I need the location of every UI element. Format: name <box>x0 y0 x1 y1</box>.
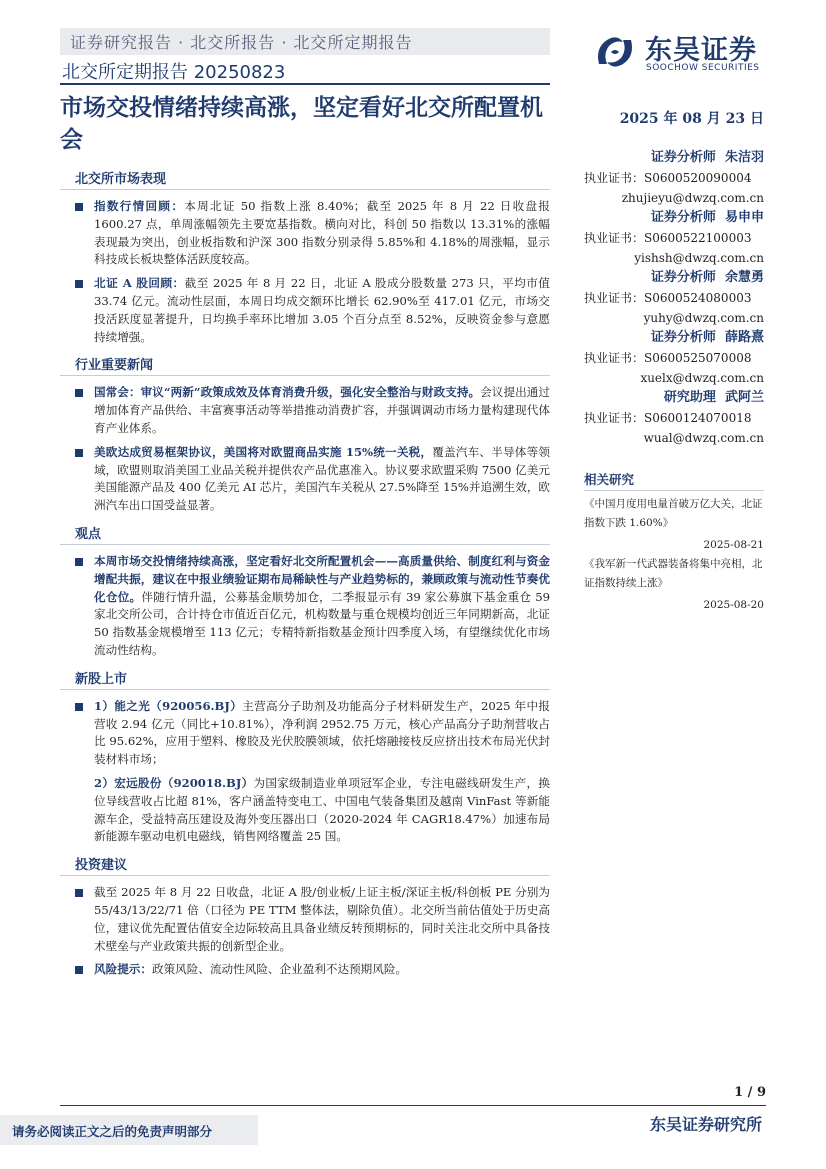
logo-mark-icon <box>593 30 637 74</box>
paragraph-text: 截至 2025 年 8 月 22 日，北证 A 股成分股数量 273 只，平均市值 33.74 亿元。流动性层面，本周日均成交额环比增长 62.90%至 417.01 亿元，市场交投活跃度显著提升，日均换手率环比增加 3.05 个百分点至 8.52%，反映资金参与意愿持续增强。 <box>94 276 550 344</box>
paragraph-label: 北证 A 股回顾： <box>94 276 185 291</box>
report-category-banner: 证券研究报告 · 北交所报告 · 北交所定期报告 <box>60 28 550 55</box>
paragraph-ipo-2 <box>60 775 550 846</box>
bullet-square-icon <box>75 889 83 897</box>
paragraph-view <box>60 553 550 660</box>
related-item-title[interactable]: 《中国月度用电量首破万亿大关，北证指数下跌 1.60%》 <box>584 498 763 529</box>
page-title: 市场交投情绪持续高涨，坚定看好北交所配置机会 <box>60 95 543 153</box>
related-item-date: 2025-08-20 <box>703 599 764 611</box>
paragraph-label: 指数行情回顾： <box>94 199 185 213</box>
bullet-square-icon <box>75 966 83 974</box>
analyst-cert: 执业证书：S0600524080003 <box>584 291 752 305</box>
related-item-date: 2025-08-21 <box>703 539 764 551</box>
analyst-cert: 执业证书：S0600520090004 <box>584 171 752 185</box>
section-heading-market: 北交所市场表现 <box>60 168 550 190</box>
company-logo <box>593 28 773 76</box>
bullet-square-icon <box>75 558 83 566</box>
disclaimer-notice: 请务必阅读正文之后的免责声明部分 <box>0 1115 258 1145</box>
bullet-square-icon <box>75 449 83 457</box>
logo-text-en: SOOCHOW SECURITIES <box>646 63 760 73</box>
analyst-role: 研究助理 武阿兰 <box>663 390 764 405</box>
paragraph-label: 2）宏远股份（920018.BJ） <box>94 775 254 790</box>
paragraph-state-council <box>60 384 550 437</box>
related-item-title[interactable]: 《我军新一代武器装备将集中亮相，北证指数持续上涨》 <box>584 558 763 589</box>
analyst-email[interactable]: yuhy@dwzq.com.cn <box>643 311 764 325</box>
bullet-square-icon <box>75 703 83 711</box>
bullet-square-icon <box>75 280 83 288</box>
analyst-role: 证券分析师 余慧勇 <box>650 270 764 285</box>
paragraph-text: 本周北证 50 指数上涨 8.40%；截至 2025 年 8 月 22 日收盘报 1600.27 点，单周涨幅领先主要宽基指数。横向对比，科创 50 指数以 13.31%的涨幅表现最为突出，创业板指数和沪深 300 指数分别录得 5.85%和 4.18%的周涨幅，显示科技成长板块整体活跃度较高。 <box>94 199 550 267</box>
analyst-card <box>584 208 764 268</box>
analyst-role: 证券分析师 易申申 <box>650 210 764 225</box>
paragraph-label: 风险提示： <box>94 962 152 977</box>
report-date: 2025 年 08 月 23 日 <box>619 111 764 127</box>
paragraph-text: 为国家级制造业单项冠军企业，专注电磁线研发生产，换位导线营收占比超 81%，客户涵盖特变电工、中国电气装备集团及越南 VinFast 等新能源车企，受益特高压建设及海外变压器出口（2020-2024 年 CAGR18.47%）加速布局新能源车驱动电机电磁线，销售网络覆盖 25 国。 <box>94 775 550 844</box>
bullet-square-icon <box>75 389 83 397</box>
logo-text-cn: 东吴证券 <box>645 35 757 66</box>
paragraph-text: 覆盖汽车、半导体等领域，欧盟则取消美国工业品关税并提供农产品优惠准入。协议要求欧盟采购 7500 亿美元美国能源产品及 400 亿美元 AI 芯片，美国汽车关税从 27.5%降至 15%并追溯生效，欧洲汽车出口国受益显著。 <box>94 444 551 513</box>
analyst-cert: 执业证书：S0600522100003 <box>584 231 752 245</box>
paragraph-ipo-1 <box>60 698 550 769</box>
section-heading-news: 行业重要新闻 <box>60 354 550 376</box>
section-heading-advice: 投资建议 <box>60 854 550 876</box>
analyst-card <box>584 328 764 388</box>
paragraph-trade-agreement <box>60 444 550 515</box>
paragraph-a-share-review <box>60 275 550 346</box>
analyst-role: 证券分析师 薛路熹 <box>650 330 764 345</box>
paragraph-label: 国常会：审议“两新”政策成效及体育消费升级，强化安全整治与财政支持。 <box>94 385 481 400</box>
section-heading-ipo: 新股上市 <box>60 668 550 690</box>
paragraph-risk <box>60 961 550 979</box>
analyst-card <box>584 148 764 208</box>
section-heading-view: 观点 <box>60 523 550 545</box>
report-id: 北交所定期报告 20250823 <box>60 58 550 85</box>
related-heading: 相关研究 <box>584 470 764 491</box>
analyst-cert: 执业证书：S0600124070018 <box>584 411 752 425</box>
analyst-email[interactable]: wual@dwzq.com.cn <box>643 431 764 445</box>
paragraph-text: 伴随行情升温，公募基金顺势加仓，二季报显示有 39 家公募旗下基金重仓 59 家北交所公司，合计持仓市值近百亿元，机构数量与重仓规模均创近三年同期新高，北证 50 指数基金规模增至 113 亿元；专精特新指数基金预计四季度入场，有望继续优化市场流动性结构。 <box>94 589 550 657</box>
analyst-email[interactable]: xuelx@dwzq.com.cn <box>640 371 764 385</box>
analyst-role: 证券分析师 朱洁羽 <box>650 150 764 165</box>
analyst-card <box>584 268 764 328</box>
paragraph-text: 截至 2025 年 8 月 22 日收盘，北证 A 股/创业板/上证主板/深证主板/科创板 PE 分别为 55/43/13/22/71 倍（口径为 PE TTM 整体法，剔除负值）。北交所当前估值处于历史高位，建议优先配置估值安全边际较高且具备业绩反转预期标的，同时关注北交所中具备技术壁垒与产业政策共振的创新型企业。 <box>94 885 550 953</box>
paragraph-index-review <box>60 198 550 269</box>
summary-column <box>60 168 550 985</box>
analyst-email[interactable]: yishsh@dwzq.com.cn <box>634 251 764 265</box>
analyst-cert: 执业证书：S0600525070008 <box>584 351 752 365</box>
paragraph-label: 1）能之光（920056.BJ） <box>94 698 243 713</box>
paragraph-text: 政策风险、流动性风险、企业盈利不达预期风险。 <box>151 962 408 977</box>
analyst-email[interactable]: zhujieyu@dwzq.com.cn <box>621 191 764 205</box>
institute-name: 东吴证券研究所 <box>649 1115 762 1134</box>
analyst-sidebar <box>584 148 764 611</box>
related-research <box>584 470 764 611</box>
page-number: 1 / 9 <box>734 1085 766 1100</box>
bullet-square-icon <box>75 203 83 211</box>
paragraph-label: 本周市场交投情绪持续高涨，坚定看好北交所配置机会——高质量供给、制度红利与资金增配共振，建议在中报业绩验证期布局稀缺性与产业趋势标的，兼顾政策与流动性节奏优化仓位。 <box>94 553 550 604</box>
footer-divider <box>60 1105 766 1106</box>
paragraph-advice <box>60 884 550 955</box>
paragraph-text: 主营高分子助剂及功能高分子材料研发生产，2025 年中报营收 2.94 亿元（同比+10.81%），净利润 2952.75 万元，核心产品高分子助剂营收占比 95.62%，应用于塑料、橡胶及光伏胶膜领域，依托熔融接枝反应挤出技术布局光伏封装材料市场； <box>94 698 550 767</box>
analyst-card <box>584 388 764 448</box>
paragraph-text: 会议提出通过增加体育产品供给、丰富赛事活动等举措推动消费扩容，并强调调动市场力量构建现代体育产业体系。 <box>94 385 550 435</box>
paragraph-label: 美欧达成贸易框架协议，美国将对欧盟商品实施 15%统一关税， <box>94 444 433 459</box>
